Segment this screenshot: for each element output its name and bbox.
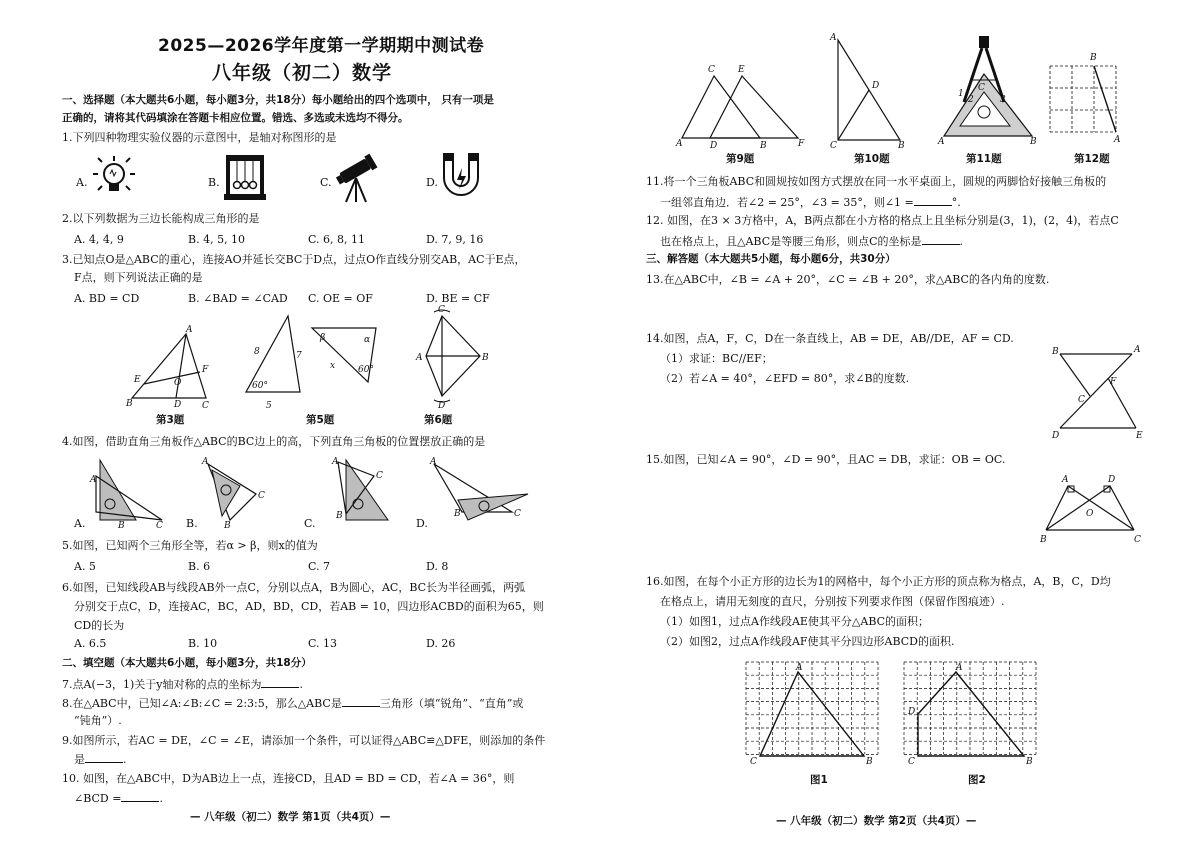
- svg-text:A: A: [796, 663, 803, 673]
- figure-q4-option-d: [428, 456, 538, 528]
- q4-label-d: D.: [416, 517, 428, 530]
- question-11-line1: 11.将一个三角板ABC和圆规按如图方式摆放在同一水平桌面上，圆规的两脚恰好接触三角板的: [646, 175, 1107, 188]
- svg-text:D: D: [438, 401, 446, 411]
- q3-option-c: C. OE = OF: [308, 292, 373, 305]
- figure-q5-triangle-1: [240, 312, 310, 411]
- question-16-part1: （1）如图1，过点A作线段AE使其平分△ABC的面积；: [660, 615, 930, 628]
- svg-text:D: D: [872, 81, 880, 91]
- figure-q10-triangle: [826, 30, 906, 150]
- question-12-line2: 也在格点上，且△ABC是等腰三角形，则点C的坐标是 .: [660, 235, 964, 248]
- question-14-part2: （2）若∠A = 40°，∠EFD = 80°，求∠B的度数.: [660, 372, 910, 385]
- question-9-line1: 9.如图所示，若AC = DE，∠C = ∠E，请添加一个条件，可以证得△ABC≌△DFE，则添加的条件: [62, 734, 546, 747]
- figure-q3-triangle: [124, 325, 214, 411]
- q4-label-a: A.: [74, 517, 86, 530]
- svg-text:D: D: [1052, 431, 1060, 441]
- figure-q4-option-c: [318, 456, 398, 528]
- svg-text:A: A: [938, 137, 945, 147]
- figure-q4-option-a: [88, 456, 168, 531]
- section1-instructions: 正确的，请将其代码填涂在答题卡相应位置。错选、多选或未选均不得分。: [62, 112, 409, 124]
- q2-option-c: C. 6, 8, 11: [308, 233, 365, 246]
- page-1-footer: — 八年级（初二）数学 第1页（共4页）—: [190, 811, 391, 823]
- question-9-line2: 是 .: [74, 753, 127, 766]
- question-14-part1: （1）求证：BC//EF；: [660, 352, 773, 365]
- question-14-line1: 14.如图，点A，F，C，D在一条直线上，AB = DE，AB//DE，AF = CD.: [646, 332, 1014, 345]
- figure-q6-caption: 第6题: [424, 414, 453, 426]
- q5-option-c: C. 7: [308, 560, 331, 573]
- svg-text:B: B: [1030, 137, 1037, 147]
- question-16-line1: 16.如图，在每个小正方形的边长为1的网格中，每个小正方形的顶点称为格点，A，B，C，D均: [646, 575, 1111, 588]
- figure-q16-caption-2: 图2: [968, 774, 986, 786]
- q5-option-a: A. 5: [74, 560, 96, 573]
- figure-q16-grid-2: [900, 658, 1040, 768]
- svg-text:C: C: [830, 141, 837, 151]
- question-10-line1: 10. 如图，在△ABC中，D为AB边上一点，连接CD，且AD = BD = CD，若∠A = 36°，则: [62, 772, 515, 785]
- figure-q3-caption: 第3题: [156, 414, 185, 426]
- q6-option-c: C. 13: [308, 637, 338, 650]
- question-6-line3: CD的长为: [74, 619, 125, 632]
- svg-text:A: A: [1114, 135, 1121, 145]
- question-16-part2: （2）如图2，过点A作线段AF使其平分四边形ABCD的面积.: [660, 635, 955, 648]
- figure-q9-caption: 第9题: [726, 153, 755, 165]
- q6-option-d: D. 26: [426, 637, 456, 650]
- question-8-line2: “钝角”）.: [74, 714, 122, 727]
- magnet-icon: [438, 150, 484, 202]
- svg-text:C: C: [708, 65, 715, 75]
- svg-text:C: C: [750, 757, 757, 767]
- figure-q16-caption-1: 图1: [810, 774, 828, 786]
- figure-q12-caption: 第12题: [1074, 153, 1110, 165]
- page-2-footer: — 八年级（初二）数学 第2页（共4页）—: [776, 815, 977, 827]
- lightbulb-icon: [90, 152, 138, 202]
- figure-q9-triangles: [674, 54, 814, 151]
- question-12-line1: 12. 如图，在3 × 3方格中，A，B两点都在小方格的格点上且坐标分别是(3，1)，(2，4)，若点C: [646, 214, 1119, 227]
- question-6-line1: 6.如图，已知线段AB与线段AB外一点C，分别以点A，B为圆心，AC，BC长为半径画弧，两弧: [62, 581, 526, 594]
- question-7: 7.点A(−3，1)关于y轴对称的点的坐标为 .: [62, 678, 303, 691]
- question-16-line2: 在格点上，请用无刻度的直尺，分别按下列要求作图（保留作图痕迹）.: [660, 595, 1005, 608]
- figure-q10-caption: 第10题: [854, 153, 890, 165]
- svg-text:D: D: [710, 141, 718, 151]
- svg-text:β: β: [320, 333, 326, 343]
- svg-text:2: 2: [968, 95, 974, 105]
- question-6-line2: 分别交于点C，D，连接AC，BC，AD，BD，CD，若AB = 10，四边形ACBD的面积为65，则: [74, 600, 544, 613]
- q6-option-a: A. 6.5: [74, 637, 107, 650]
- svg-text:O: O: [1086, 509, 1094, 519]
- svg-text:5: 5: [266, 401, 272, 411]
- svg-text:x: x: [330, 361, 336, 371]
- svg-text:B: B: [866, 757, 873, 767]
- svg-text:60°: 60°: [252, 381, 268, 391]
- figure-q11-compass: [938, 30, 1038, 145]
- q2-option-d: D. 7, 9, 16: [426, 233, 484, 246]
- svg-text:A: A: [90, 475, 97, 485]
- question-1: 1.下列四种物理实验仪器的示意图中，是轴对称图形的是: [62, 131, 337, 144]
- svg-text:B: B: [898, 141, 905, 151]
- svg-text:B: B: [1090, 53, 1097, 63]
- svg-text:C: C: [156, 521, 163, 531]
- question-3-line2: F点，则下列说法正确的是: [74, 271, 203, 284]
- svg-text:C: C: [908, 757, 915, 767]
- q3-option-d: D. BE = CF: [426, 292, 490, 305]
- q1-label-d: D.: [426, 176, 438, 189]
- q4-label-b: B.: [186, 517, 198, 530]
- svg-text:A: A: [1062, 475, 1069, 485]
- svg-text:A: A: [956, 663, 963, 673]
- svg-text:A: A: [202, 457, 209, 467]
- svg-text:D: D: [1108, 475, 1116, 485]
- svg-text:B: B: [126, 399, 133, 409]
- q1-label-b: B.: [208, 176, 220, 189]
- svg-text:F: F: [202, 365, 209, 375]
- svg-text:D: D: [908, 707, 916, 717]
- question-3-line1: 3.已知点O是△ABC的重心，连接AO并延长交BC于D点，过点O作直线分别交AB，AC于E点，: [62, 253, 526, 266]
- svg-text:B: B: [118, 521, 125, 531]
- q1-label-a: A.: [76, 176, 88, 189]
- figure-q5-triangle-2: [306, 322, 386, 392]
- section3-heading: 三、解答题（本大题共5小题，每小题6分，共30分）: [646, 253, 896, 265]
- figure-q14: [1052, 344, 1152, 440]
- svg-text:1: 1: [958, 89, 964, 99]
- svg-text:C: C: [978, 83, 985, 93]
- telescope-icon: [332, 148, 382, 204]
- question-4: 4.如图，借助直角三角板作△ABC的BC边上的高，下列直角三角板的位置摆放正确的是: [62, 435, 486, 448]
- question-5: 5.如图，已知两个三角形全等，若α > β，则x的值为: [62, 539, 318, 552]
- svg-text:α: α: [364, 335, 371, 345]
- svg-text:C: C: [258, 491, 265, 501]
- q5-option-b: B. 6: [188, 560, 211, 573]
- section1-heading: 一、选择题（本大题共6小题，每小题3分，共18分）每小题给出的四个选项中， 只有一项是: [62, 94, 494, 106]
- svg-text:B: B: [1040, 535, 1047, 545]
- figure-q16-grid-1: [742, 658, 882, 768]
- svg-text:E: E: [1136, 431, 1143, 441]
- svg-text:B: B: [1052, 347, 1059, 357]
- question-15: 15.如图，已知∠A = 90°，∠D = 90°，且AC = DB，求证：OB = OC.: [646, 453, 1006, 466]
- q5-option-d: D. 8: [426, 560, 449, 573]
- question-8-line1: 8.在△ABC中，已知∠A:∠B:∠C = 2:3:5，那么△ABC是 三角形（填“锐角”、“直角”或: [62, 697, 524, 710]
- question-13: 13.在△ABC中，∠B = ∠A + 20°，∠C = ∠B + 20°，求△ABC的各内角的度数.: [646, 273, 1050, 286]
- svg-text:C: C: [202, 401, 209, 411]
- svg-text:B: B: [760, 141, 767, 151]
- section2-heading: 二、填空题（本大题共6小题，每小题3分，共18分）: [62, 657, 312, 669]
- q3-option-a: A. BD = CD: [74, 292, 140, 305]
- svg-text:E: E: [134, 375, 141, 385]
- q2-option-b: B. 4, 5, 10: [188, 233, 246, 246]
- q3-option-b: B. ∠BAD = ∠CAD: [188, 292, 288, 305]
- figure-q15: [1040, 472, 1141, 545]
- q6-option-b: B. 10: [188, 637, 218, 650]
- q1-label-c: C.: [320, 176, 332, 189]
- svg-text:60°: 60°: [358, 365, 374, 375]
- svg-text:B: B: [224, 521, 231, 531]
- svg-text:D: D: [174, 400, 182, 410]
- question-2: 2.以下列数据为三边长能构成三角形的是: [62, 212, 260, 225]
- exam-title: 2025—2026学年度第一学期期中测试卷: [158, 36, 485, 56]
- q4-label-c: C.: [304, 517, 316, 530]
- exam-page-2: [600, 0, 1200, 847]
- svg-text:A: A: [1134, 345, 1141, 355]
- svg-text:F: F: [1110, 377, 1117, 387]
- svg-text:E: E: [738, 65, 745, 75]
- svg-text:8: 8: [254, 347, 260, 357]
- svg-text:F: F: [798, 139, 805, 149]
- svg-text:A: A: [186, 325, 193, 335]
- svg-text:C: C: [376, 471, 383, 481]
- svg-text:C: C: [1078, 395, 1085, 405]
- figure-q12-grid: [1046, 44, 1126, 144]
- svg-text:3: 3: [1000, 95, 1006, 105]
- svg-text:A: A: [332, 457, 339, 467]
- svg-text:A: A: [430, 457, 437, 467]
- svg-text:B: B: [454, 509, 461, 519]
- question-10-line2: ∠BCD = .: [74, 792, 163, 805]
- figure-q11-caption: 第11题: [966, 153, 1002, 165]
- figure-q6-kite: [412, 305, 492, 411]
- figure-q5-caption: 第5题: [306, 414, 335, 426]
- svg-text:C: C: [1134, 535, 1141, 545]
- svg-text:7: 7: [296, 351, 302, 361]
- svg-text:C: C: [438, 305, 445, 315]
- svg-text:A: A: [830, 33, 837, 43]
- exam-subtitle: 八年级（初二）数学: [212, 62, 393, 84]
- svg-text:B: B: [336, 511, 343, 521]
- svg-text:A: A: [676, 139, 683, 149]
- svg-text:B: B: [482, 353, 489, 363]
- q2-option-a: A. 4, 4, 9: [74, 233, 124, 246]
- newtons-cradle-icon: [222, 152, 268, 202]
- question-11-line2: 一组邻直角边．若∠2 = 25°，∠3 = 35°，则∠1 = °.: [660, 196, 961, 209]
- figure-q4-option-b: [200, 456, 280, 531]
- svg-text:O: O: [174, 378, 182, 388]
- svg-text:C: C: [514, 509, 521, 519]
- svg-text:B: B: [1026, 757, 1033, 767]
- svg-text:A: A: [416, 353, 423, 363]
